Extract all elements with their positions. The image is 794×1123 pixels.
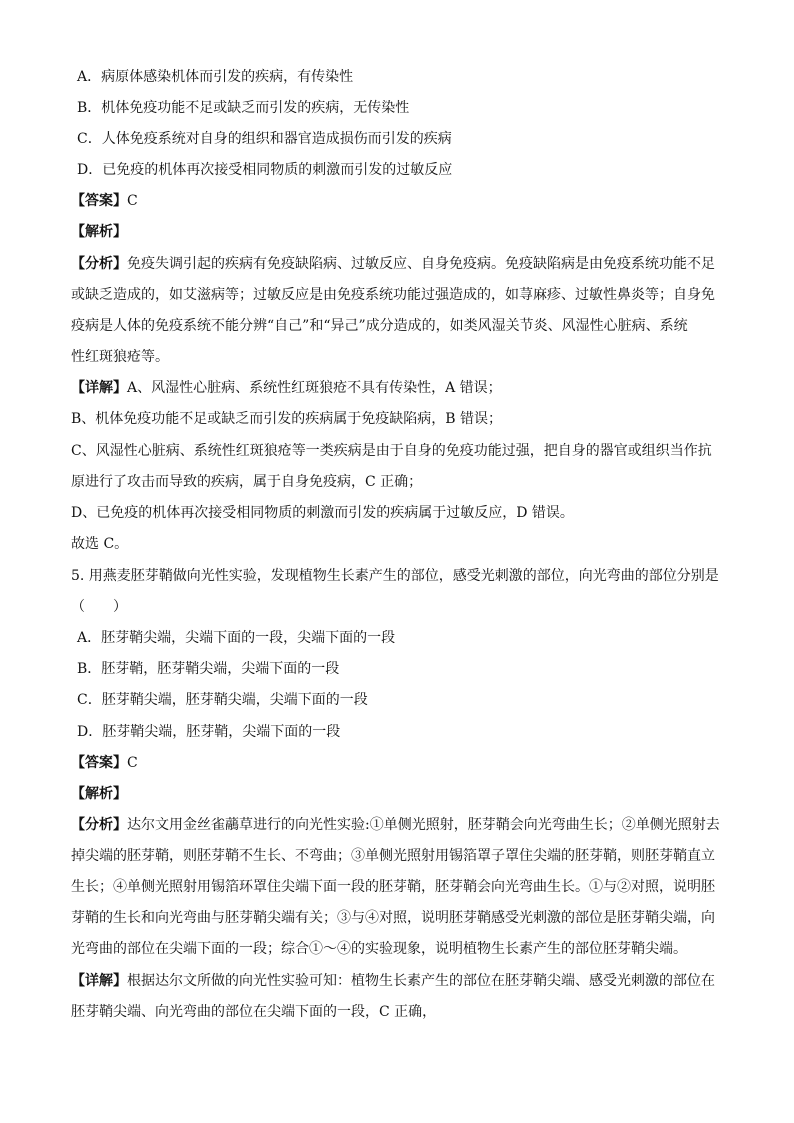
fenxi-tag: 【分析】 <box>71 817 127 833</box>
xiangjie-tag: 【详解】 <box>71 380 127 396</box>
q5-xiangjie-line-2: 胚芽鞘尖端、向光弯曲的部位在尖端下面的一段，C 正确， <box>71 1004 437 1020</box>
answer-tag: 【答案】 <box>71 193 127 209</box>
q5-option-b: B．胚芽鞘，胚芽鞘尖端，尖端下面的一段 <box>77 661 340 677</box>
answer-value: C <box>127 755 138 771</box>
q4-fenxi-line-1 <box>71 254 731 274</box>
q4-fenxi-line-2: 或缺乏造成的，如艾滋病等；过敏反应是由免疫系统功能过强造成的，如荨麻疹、过敏性鼻炎等；自身免 <box>71 287 715 303</box>
q5-answer <box>71 753 731 773</box>
fenxi-text: 免疫失调引起的疾病有免疫缺陷病、过敏反应、自身免疫病。免疫缺陷病是由免疫系统功能不足 <box>127 256 715 272</box>
answer-value: C <box>127 193 138 209</box>
q5-option-a: A．胚芽鞘尖端，尖端下面的一段，尖端下面的一段 <box>77 630 396 646</box>
q4-answer <box>71 191 731 211</box>
q4-xiangjie-line-2: B、机体免疫功能不足或缺乏而引发的疾病属于免疫缺陷病，B 错误； <box>71 411 503 427</box>
q5-option-c: C．胚芽鞘尖端，胚芽鞘尖端，尖端下面的一段 <box>77 692 368 708</box>
q5-fenxi-line-5: 光弯曲的部位在尖端下面的一段；综合①～④的实验现象，说明植物生长素产生的部位胚芽鞘尖端。 <box>71 941 687 957</box>
q4-option-d: D．已免疫的机体再次接受相同物质的刺激而引发的过敏反应 <box>77 162 453 178</box>
analysis-tag: 【解析】 <box>71 224 127 240</box>
q5-xiangjie-line-1 <box>71 971 731 991</box>
q5-fenxi-line-4: 芽鞘的生长和向光弯曲与胚芽鞘尖端有关；③与④对照，说明胚芽鞘感受光刺激的部位是胚芽鞘尖端，向 <box>71 910 715 926</box>
q4-fenxi-line-3: 疫病是人体的免疫系统不能分辨“自己”和“异己”成分造成的，如类风湿关节炎、风湿性心脏病、系统 <box>71 318 688 334</box>
q5-fenxi-line-2: 掉尖端的胚芽鞘，则胚芽鞘不生长、不弯曲；③单侧光照射用锡箔罩子罩住尖端的胚芽鞘，则胚芽鞘直立 <box>71 848 715 864</box>
q4-option-c: C．人体免疫系统对自身的组织和器官造成损伤而引发的疾病 <box>77 131 452 147</box>
q4-xiangjie-line-4: 原进行了攻击而导致的疾病，属于自身免疫病，C 正确； <box>71 474 423 490</box>
q4-option-a: A．病原体感染机体而引发的疾病，有传染性 <box>77 69 354 85</box>
q4-conclusion: 故选 C。 <box>71 536 129 552</box>
q4-xiangjie-line-5: D、已免疫的机体再次接受相同物质的刺激而引发的疾病属于过敏反应，D 错误。 <box>71 505 574 521</box>
q4-option-b: B．机体免疫功能不足或缺乏而引发的疾病，无传染性 <box>77 100 410 116</box>
q5-analysis-heading <box>71 784 731 804</box>
xiangjie-tag: 【详解】 <box>71 973 127 989</box>
analysis-tag: 【解析】 <box>71 786 127 802</box>
answer-tag: 【答案】 <box>71 755 127 771</box>
q4-fenxi-line-4: 性红斑狼疮等。 <box>71 349 169 365</box>
q5-stem-line-2: （ ） <box>71 599 127 615</box>
q5-fenxi-line-3: 生长；④单侧光照射用锡箔环罩住尖端下面一段的胚芽鞘，胚芽鞘会向光弯曲生长。①与②对照，说明胚 <box>71 879 715 895</box>
xiangjie-text: A、风湿性心脏病、系统性红斑狼疮不具有传染性，A 错误； <box>127 380 502 396</box>
q5-fenxi-line-1 <box>71 815 731 835</box>
q4-analysis-heading <box>71 222 731 242</box>
q4-xiangjie-line-3: C、风湿性心脏病、系统性红斑狼疮等一类疾病是由于自身的免疫功能过强，把自身的器官或组织当作抗 <box>71 443 712 459</box>
fenxi-tag: 【分析】 <box>71 256 127 272</box>
fenxi-text: 达尔文用金丝雀虉草进行的向光性实验:①单侧光照射，胚芽鞘会向光弯曲生长；②单侧光照射去 <box>127 817 720 833</box>
q5-option-d: D．胚芽鞘尖端，胚芽鞘，尖端下面的一段 <box>77 724 341 740</box>
q4-xiangjie-line-1 <box>71 378 731 398</box>
q5-stem-line-1: 5. 用燕麦胚芽鞘做向光性实验，发现植物生长素产生的部位，感受光刺激的部位，向光弯曲的部位分别是 <box>71 568 719 584</box>
xiangjie-text: 根据达尔文所做的向光性实验可知：植物生长素产生的部位在胚芽鞘尖端、感受光刺激的部位在 <box>127 973 715 989</box>
